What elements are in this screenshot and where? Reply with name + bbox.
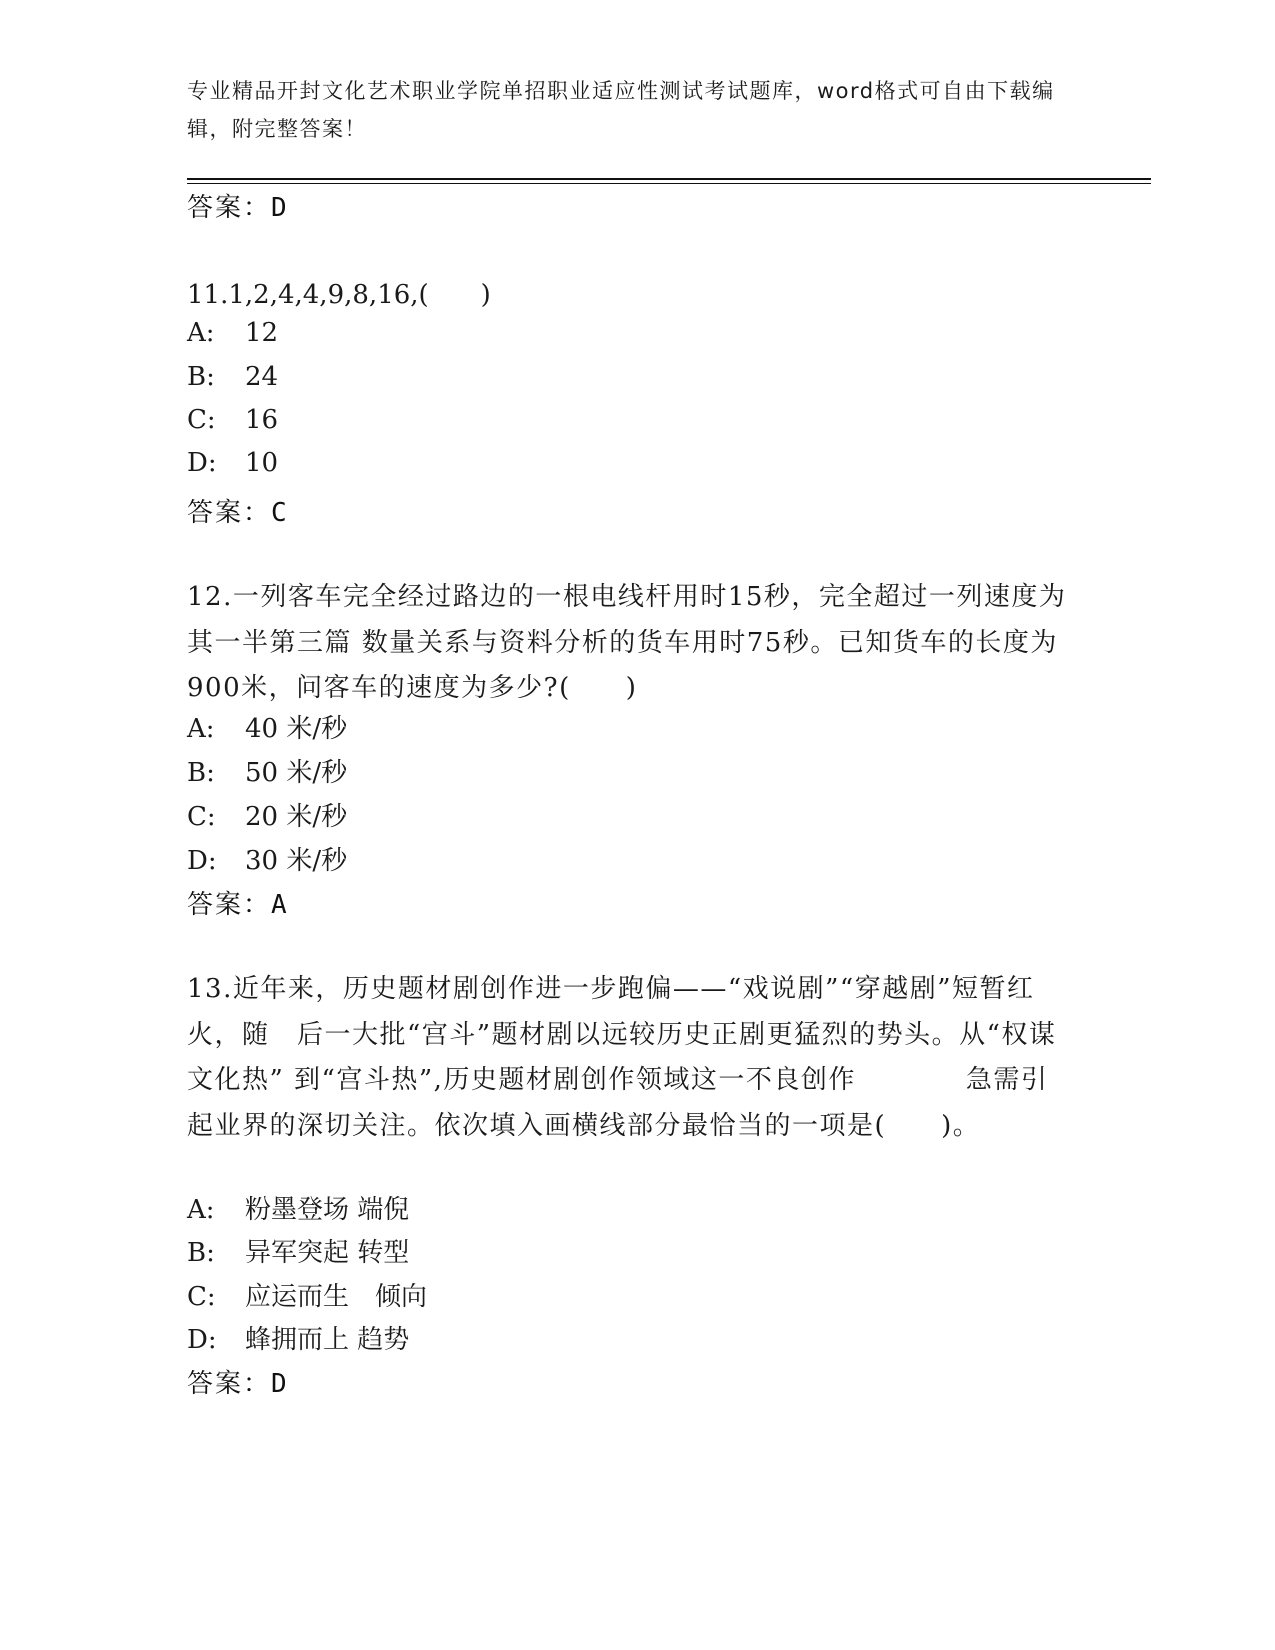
answer-value: D	[271, 193, 287, 223]
option-line	[187, 1189, 409, 1226]
question-stem: 13.近年来，历史题材剧创作进一步跑偏——“戏说剧”“穿越剧”短暂红火，随 后一大批“宫斗”题材剧以远较历史正剧更猛烈的势头。从“权谋文化热” 到“宫斗热”,历史题材剧创作领域这一不良创作 急需引起业界的深切关注。依次填入画横线部分最恰当的一项是( )。	[187, 974, 1057, 1141]
question-stem: 11.1,2,4,4,9,8,16,( )	[187, 280, 491, 310]
option-line	[187, 840, 347, 877]
answer-label: 答案：	[187, 498, 272, 528]
option-text: 12	[245, 318, 279, 348]
option-text: 20 米/秒	[245, 802, 348, 832]
option-line	[187, 1232, 409, 1269]
option-key: A:	[187, 318, 215, 348]
option-key: B:	[187, 1238, 215, 1268]
option-line	[187, 362, 278, 392]
option-key: C:	[187, 405, 216, 435]
option-key: D:	[187, 1325, 217, 1355]
option-text: 40 米/秒	[245, 714, 348, 744]
option-text: 蜂拥而上 趋势	[245, 1325, 410, 1355]
option-line	[187, 708, 347, 745]
answer-value: A	[271, 890, 287, 920]
answer-label: 答案：	[187, 1369, 272, 1399]
option-key: C:	[187, 802, 216, 832]
header-rule-thin	[187, 183, 1151, 184]
option-line	[187, 1276, 427, 1313]
option-text: 50 米/秒	[245, 758, 348, 788]
option-line	[187, 448, 278, 478]
option-line	[187, 405, 278, 435]
option-key: B:	[187, 758, 215, 788]
answer-value: D	[271, 1369, 287, 1399]
option-text: 24	[245, 362, 279, 392]
answer-label: 答案：	[187, 890, 272, 920]
option-key: A:	[187, 714, 215, 744]
answer-label: 答案：	[187, 193, 272, 223]
option-text: 应运而生 倾向	[245, 1282, 428, 1312]
answer-value: C	[271, 498, 287, 528]
option-key: B:	[187, 362, 215, 392]
header-rule-thick	[187, 178, 1151, 180]
option-key: D:	[187, 846, 217, 876]
option-text: 10	[245, 448, 279, 478]
option-key: C:	[187, 1282, 216, 1312]
answer-line	[187, 187, 287, 224]
option-line	[187, 318, 278, 348]
option-line	[187, 796, 347, 833]
option-line	[187, 752, 347, 789]
answer-line	[187, 884, 287, 921]
question-stem: 12.一列客车完全经过路边的一根电线杆用时15秒，完全超过一列速度为其一半第三篇 数量关系与资料分析的货车用时75秒。已知货车的长度为900米，问客车的速度为多少?( )	[187, 582, 1067, 703]
answer-line	[187, 1363, 287, 1400]
option-line	[187, 1319, 409, 1356]
option-key: A:	[187, 1195, 215, 1225]
option-text: 异军突起 转型	[245, 1238, 410, 1268]
option-text: 16	[245, 405, 279, 435]
answer-line	[187, 492, 287, 529]
option-text: 30 米/秒	[245, 846, 348, 876]
option-text: 粉墨登场 端倪	[245, 1195, 410, 1225]
option-key: D:	[187, 448, 217, 478]
page-header: 专业精品开封文化艺术职业学院单招职业适应性测试考试题库，word格式可自由下载编辑，附完整答案！	[187, 79, 1055, 141]
